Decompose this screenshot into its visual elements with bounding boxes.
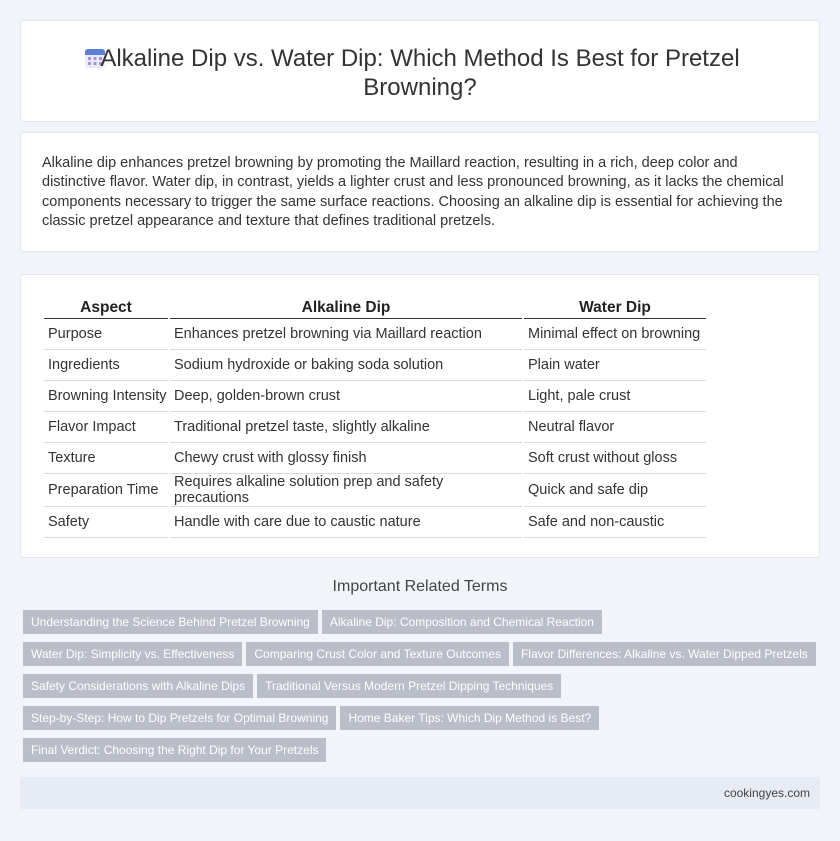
- table-cell: Enhances pretzel browning via Maillard reaction: [170, 319, 522, 350]
- table-cell: Flavor Impact: [44, 412, 168, 443]
- table-cell: Chewy crust with glossy finish: [170, 443, 522, 474]
- related-term-tag[interactable]: Home Baker Tips: Which Dip Method is Best?: [340, 706, 599, 730]
- table-header-row: [44, 297, 706, 319]
- related-term-tag[interactable]: Comparing Crust Color and Texture Outcomes: [246, 642, 509, 666]
- table-row: [44, 350, 706, 381]
- related-term-tag[interactable]: Safety Considerations with Alkaline Dips: [23, 674, 253, 698]
- page-title-line-1: Alkaline Dip vs. Water Dip: Which Method Is Best for Pretzel: [100, 45, 740, 72]
- comparison-table: [42, 297, 708, 538]
- header-alkaline-dip: Alkaline Dip: [170, 297, 522, 319]
- header-aspect: Aspect: [44, 297, 168, 319]
- footer: [20, 777, 820, 809]
- table-cell: Ingredients: [44, 350, 168, 381]
- table-cell: Sodium hydroxide or baking soda solution: [170, 350, 522, 381]
- page-title-line-2: Browning?: [363, 74, 477, 101]
- table-row: [44, 412, 706, 443]
- related-term-tag[interactable]: Traditional Versus Modern Pretzel Dipping Techniques: [257, 674, 561, 698]
- table-cell: Traditional pretzel taste, slightly alkaline: [170, 412, 522, 443]
- table-cell: Safety: [44, 507, 168, 538]
- related-term-tag[interactable]: Alkaline Dip: Composition and Chemical Reaction: [322, 610, 602, 634]
- table-cell: Handle with care due to caustic nature: [170, 507, 522, 538]
- table-row: [44, 319, 706, 350]
- footer-site-link[interactable]: cookingyes.com: [723, 786, 810, 800]
- tag-row: [23, 642, 823, 674]
- tag-row: [23, 674, 823, 706]
- table-cell: Plain water: [524, 350, 706, 381]
- related-term-tag[interactable]: Step-by-Step: How to Dip Pretzels for Optimal Browning: [23, 706, 336, 730]
- related-term-tag[interactable]: Understanding the Science Behind Pretzel Browning: [23, 610, 318, 634]
- table-cell: Preparation Time: [44, 474, 168, 507]
- header-water-dip: Water Dip: [524, 297, 706, 319]
- table-cell: Soft crust without gloss: [524, 443, 706, 474]
- header-card: [20, 20, 820, 122]
- related-terms-list: [23, 610, 823, 770]
- table-cell: Purpose: [44, 319, 168, 350]
- tag-row: [23, 610, 823, 642]
- table-cell: Quick and safe dip: [524, 474, 706, 507]
- related-terms-heading: Important Related Terms: [332, 578, 508, 595]
- related-term-tag[interactable]: Final Verdict: Choosing the Right Dip for Your Pretzels: [23, 738, 326, 762]
- comparison-table-card: [20, 274, 820, 558]
- table-cell: Light, pale crust: [524, 381, 706, 412]
- table-cell: Texture: [44, 443, 168, 474]
- related-term-tag[interactable]: Water Dip: Simplicity vs. Effectiveness: [23, 642, 242, 666]
- intro-card: [20, 132, 820, 252]
- intro-paragraph: Alkaline dip enhances pretzel browning by promoting the Maillard reaction, resulting in a rich, deep color and distinctive flavor. Water dip, in contrast, yields a lighter crust and less pronounced browning, as it lacks the chemical components necessary to trigger the same surface reactions. Choosing an alkaline dip is essential for achieving the classic pretzel appearance and texture that defines traditional pretzels.: [42, 155, 784, 230]
- table-row: [44, 381, 706, 412]
- table-cell: Deep, golden-brown crust: [170, 381, 522, 412]
- table-row: [44, 443, 706, 474]
- table-row: [44, 474, 706, 507]
- table-cell: Requires alkaline solution prep and safety precautions: [170, 474, 522, 507]
- table-cell: Minimal effect on browning: [524, 319, 706, 350]
- table-row: [44, 507, 706, 538]
- table-cell: Neutral flavor: [524, 412, 706, 443]
- table-cell: Safe and non-caustic: [524, 507, 706, 538]
- page-title: [21, 44, 819, 102]
- table-cell: Browning Intensity: [44, 381, 168, 412]
- related-term-tag[interactable]: Flavor Differences: Alkaline vs. Water Dipped Pretzels: [513, 642, 816, 666]
- tag-row: [23, 706, 823, 738]
- tag-row: [23, 738, 823, 770]
